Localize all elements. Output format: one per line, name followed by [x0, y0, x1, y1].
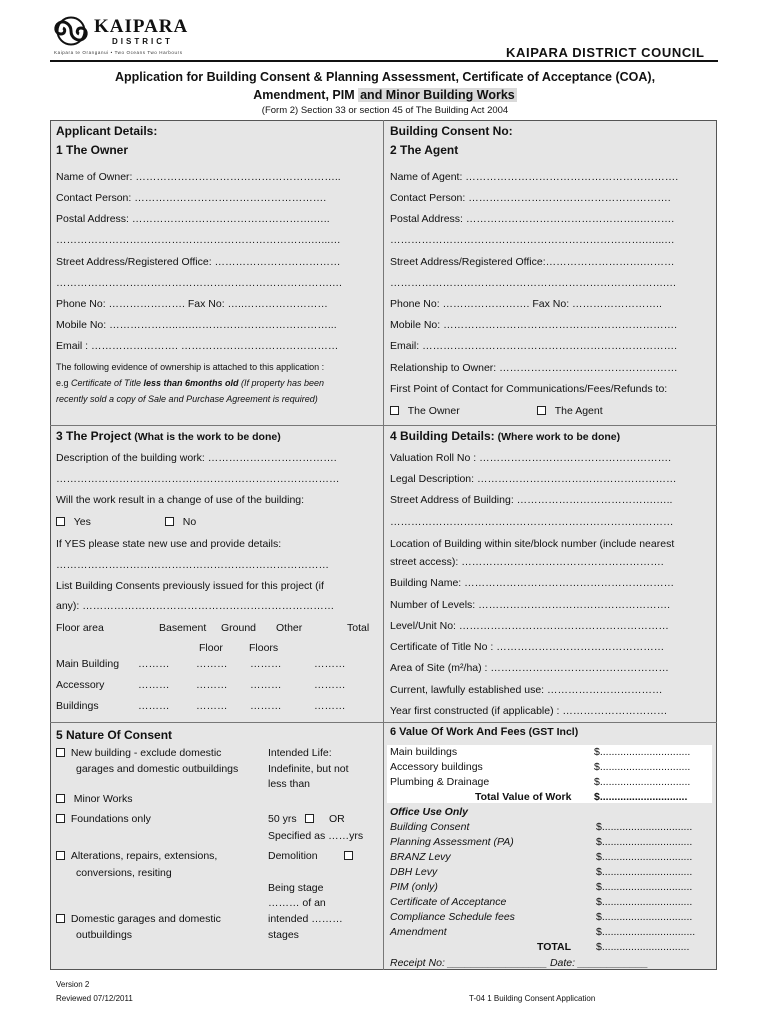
building-details-main: 4 Building Details:: [390, 429, 495, 443]
agent-email-field[interactable]: Email: ……………………………………………………………….: [390, 340, 678, 352]
demolition-label: Demolition: [268, 850, 318, 862]
work-description-line2[interactable]: ………………………………………………………………………: [56, 473, 340, 485]
form-title-line2: [0, 88, 770, 102]
first-contact-label: First Point of Contact for Communications/Fees/Refunds to:: [390, 383, 668, 395]
accessory-total-field[interactable]: ………: [314, 679, 346, 691]
owner-phone-fax-field[interactable]: Phone No: …………………. Fax No: …..……………………: [56, 298, 328, 310]
fifty-years-label: 50 yrs: [268, 813, 297, 825]
basement-header: Basement: [159, 622, 207, 634]
fee-row-amount[interactable]: $...............................: [596, 821, 693, 833]
fee-row-label: PIM (only): [390, 881, 438, 893]
total-value-label: Total Value of Work: [475, 791, 572, 803]
owner-heading: 1 The Owner: [56, 143, 129, 157]
yes-checkbox[interactable]: [56, 517, 65, 526]
column-divider: [383, 120, 384, 970]
owner-postal-line2[interactable]: ……………………………………………………………….…...…: [56, 234, 341, 246]
owner-mobile-field[interactable]: Mobile No: ………………..….…………………………………...: [56, 319, 337, 331]
form-title-highlight: and Minor Building Works: [360, 88, 515, 102]
building-details-heading: [390, 429, 620, 443]
alterations-label: Alterations, repairs, extensions,: [70, 850, 218, 862]
grand-total-field[interactable]: $..............................: [596, 941, 690, 953]
foundations-checkbox[interactable]: [56, 814, 65, 823]
ownership-evidence-note: The following evidence of ownership is attached to this application :: [56, 362, 325, 372]
domestic-garages-label: Domestic garages and domestic: [70, 913, 221, 925]
nature-heading: 5 Nature Of Consent: [56, 728, 173, 742]
fee-row-amount[interactable]: $...............................: [596, 851, 693, 863]
buildings-label: Buildings: [56, 700, 99, 712]
foundations-label: Foundations only: [70, 813, 151, 825]
no-label: No: [182, 516, 197, 528]
evidence-age: less than 6months old: [143, 378, 239, 388]
fee-row-amount[interactable]: $...............................: [596, 836, 693, 848]
indefinite-label: Indefinite, but not: [268, 763, 349, 775]
project-heading: [56, 429, 281, 443]
accessory-label: Accessory: [56, 679, 105, 691]
new-building-option[interactable]: [56, 747, 221, 759]
consent-number-label: Building Consent No:: [390, 124, 513, 138]
buildings-total-field[interactable]: ………: [314, 700, 346, 712]
main-basement-field[interactable]: ………: [138, 658, 170, 670]
council-name: KAIPARA DISTRICT COUNCIL: [506, 45, 705, 60]
minor-works-checkbox[interactable]: [56, 794, 65, 803]
fee-row-amount[interactable]: $...............................: [596, 881, 693, 893]
domestic-garages-checkbox[interactable]: [56, 914, 65, 923]
fee-row-label: Certificate of Acceptance: [390, 896, 507, 908]
form-subtitle: (Form 2) Section 33 or section 45 of The Building Act 2004: [261, 105, 509, 116]
owner-email-field[interactable]: Email : ……………………. ………………………………………: [56, 340, 339, 352]
work-description-field[interactable]: Description of the building work: ……………………………….: [56, 452, 337, 464]
other-floors-header: Floors: [249, 642, 279, 654]
buildings-other-field[interactable]: ………: [250, 700, 282, 712]
value-row-label: Main buildings: [390, 746, 458, 758]
logo-district: DISTRICT: [112, 37, 173, 46]
relationship-field[interactable]: Relationship to Owner: ……………………………………………: [390, 362, 678, 374]
fee-row-label: Compliance Schedule fees: [390, 911, 515, 923]
receipt-date-field[interactable]: Receipt No: _________________ Date: ____________: [390, 957, 649, 969]
agent-postal-line2[interactable]: ……………………………………………………………….…...…: [390, 234, 675, 246]
building-street-field[interactable]: Street Address of Building: ………………………………….…..: [390, 494, 673, 506]
council-logo: [50, 14, 210, 58]
valuation-roll-field[interactable]: Valuation Roll No : ……………………………………………….: [390, 452, 672, 464]
contact-agent-option[interactable]: [537, 405, 603, 417]
agent-name-field[interactable]: Name of Agent: …………………………………………………….: [390, 171, 679, 183]
no-checkbox[interactable]: [165, 517, 174, 526]
owner-postal-field[interactable]: Postal Address: …………………………………………….…..: [56, 213, 330, 225]
agent-checkbox[interactable]: [537, 406, 546, 415]
value-heading-main: 6 Value Of Work And Fees: [390, 726, 526, 738]
previous-consents-label: List Building Consents previously issued for this project (if: [56, 580, 324, 592]
change-yes-option[interactable]: [56, 516, 91, 528]
value-row-amount[interactable]: $...............................: [594, 746, 691, 758]
agent-contact-field[interactable]: Contact Person: ………………………………………………….: [390, 192, 671, 204]
fee-row-amount[interactable]: $...............................: [596, 911, 693, 923]
value-row-amount[interactable]: $...............................: [594, 776, 691, 788]
agent-phone-fax-field[interactable]: Phone No: ……………………. Fax No: ……………………..: [390, 298, 662, 310]
version-label: Version 2: [56, 980, 90, 989]
stages-label: stages: [268, 929, 299, 941]
accessory-other-field[interactable]: ………: [250, 679, 282, 691]
buildings-basement-field[interactable]: ………: [138, 700, 170, 712]
evidence-eg: e.g: [56, 378, 72, 388]
fee-row-amount[interactable]: $................................: [596, 926, 696, 938]
ground-header: Ground: [221, 622, 257, 634]
agent-heading: 2 The Agent: [390, 143, 459, 157]
section-divider: [50, 425, 717, 426]
fifty-years-checkbox[interactable]: [305, 814, 314, 823]
intended-life-label: Intended Life:: [268, 747, 332, 759]
evidence-sold: (If property has been: [238, 378, 325, 388]
fifty-years-option[interactable]: [268, 813, 345, 825]
or-label: OR: [328, 813, 345, 825]
demolition-checkbox[interactable]: [344, 851, 353, 860]
owner-street-field[interactable]: Street Address/Registered Office: ………………………………: [56, 256, 341, 268]
alterations-checkbox[interactable]: [56, 851, 65, 860]
buildings-ground-field[interactable]: ………: [196, 700, 228, 712]
level-unit-field[interactable]: Level/Unit No: ……………………………………………………: [390, 620, 669, 632]
ownership-evidence-example: [56, 378, 324, 388]
owner-street-line2[interactable]: …………………………………………………………………….…: [56, 277, 343, 289]
building-details-sub: (Where work to be done): [494, 431, 621, 443]
alterations-label-line2: conversions, resiting: [76, 867, 172, 879]
agent-option-label: The Agent: [554, 405, 603, 417]
total-header: Total: [347, 622, 370, 634]
site-area-field[interactable]: Area of Site (m²/ha) : ……………………………………………: [390, 662, 669, 674]
new-building-checkbox[interactable]: [56, 748, 65, 757]
contact-owner-option[interactable]: [390, 405, 460, 417]
main-building-label: Main Building: [56, 658, 120, 670]
stage-label: Being stage: [268, 882, 324, 894]
grand-total-label: TOTAL: [537, 941, 572, 953]
current-use-field[interactable]: Current, lawfully established use: ……………………………: [390, 684, 663, 696]
form-title-part1: Amendment, PIM: [253, 88, 359, 102]
agent-postal-field[interactable]: Postal Address: …………………………………………..……….: [390, 213, 675, 225]
value-heading-sub: (GST Incl): [525, 726, 579, 738]
main-ground-field[interactable]: ………: [196, 658, 228, 670]
new-use-label: If YES please state new use and provide details:: [56, 538, 282, 550]
value-row-label: Plumbing & Drainage: [390, 776, 490, 788]
minor-works-label: Minor Works: [73, 793, 133, 805]
value-heading: [390, 726, 578, 738]
fee-row-amount[interactable]: $...............................: [596, 896, 693, 908]
project-heading-sub: (What is the work to be done): [131, 431, 281, 443]
floor-area-label: Floor area: [56, 622, 104, 634]
number-of-levels-field[interactable]: Number of Levels: ……………………………………………….: [390, 599, 671, 611]
logo-wordmark: KAIPARA: [94, 16, 189, 37]
value-row-amount[interactable]: $...............................: [594, 761, 691, 773]
section-divider: [50, 722, 717, 723]
domestic-garages-label-line2: outbuildings: [76, 929, 133, 941]
other-header: Other: [276, 622, 303, 634]
total-value-field[interactable]: $..............................: [594, 791, 688, 803]
alterations-option[interactable]: [56, 850, 217, 862]
reviewed-label: Reviewed 07/12/2011: [56, 994, 133, 1003]
location-field[interactable]: street access): ………………………………………………….: [390, 556, 664, 568]
value-row-label: Accessory buildings: [390, 761, 483, 773]
evidence-cot: Certificate of Title: [71, 378, 144, 388]
applicant-heading: Applicant Details:: [56, 124, 158, 138]
fee-row-label: DBH Levy: [390, 866, 438, 878]
owner-checkbox[interactable]: [390, 406, 399, 415]
ground-floor-header: Floor: [199, 642, 223, 654]
demolition-option[interactable]: [268, 850, 353, 862]
year-constructed-field[interactable]: Year first constructed (if applicable) : …………………………: [390, 705, 668, 717]
domestic-garages-option[interactable]: [56, 913, 221, 925]
new-building-label-line2: garages and domestic outbuildings: [76, 763, 239, 775]
logo-tagline: Kaipara te Oranganui • Two Oceans Two Harbours: [54, 50, 183, 55]
yes-label: Yes: [73, 516, 91, 528]
agent-mobile-field[interactable]: Mobile No: ………………………………………………………….: [390, 319, 678, 331]
fee-row-label: Building Consent: [390, 821, 470, 833]
stage-of-field[interactable]: ……… of an: [268, 897, 326, 909]
new-building-label: New building - exclude domestic: [70, 747, 222, 759]
fee-row-amount[interactable]: $...............................: [596, 866, 693, 878]
project-heading-main: 3 The Project: [56, 429, 132, 443]
fee-row-label: Amendment: [390, 926, 447, 938]
less-than-label: less than: [268, 778, 311, 790]
location-label: Location of Building within site/block number (include nearest: [390, 538, 675, 550]
ownership-evidence-sale: recently sold a copy of Sale and Purchase Agreement is required): [56, 394, 318, 404]
intended-stages-field[interactable]: intended ………: [268, 913, 343, 925]
main-total-field[interactable]: ………: [314, 658, 346, 670]
new-use-field[interactable]: ……………………………………………………………………: [56, 559, 329, 571]
previous-consents-field[interactable]: any): ………………………………………………………………: [56, 600, 335, 612]
owner-name-field[interactable]: Name of Owner: …………………………………………………..: [56, 171, 341, 183]
agent-street-field[interactable]: Street Address/Registered Office:……………………….………: [390, 256, 675, 268]
accessory-basement-field[interactable]: ………: [138, 679, 170, 691]
certificate-of-title-field[interactable]: Certificate of Title No : …………………………………………: [390, 641, 665, 653]
fee-row-label: BRANZ Levy: [390, 851, 451, 863]
change-of-use-label: Will the work result in a change of use of the building:: [56, 494, 305, 506]
legal-description-field[interactable]: Legal Description: …………………………………………………: [390, 473, 677, 485]
header-rule: [50, 60, 718, 62]
change-no-option[interactable]: [165, 516, 196, 528]
form-title-line1: Application for Building Consent & Planning Assessment, Certificate of Acceptance (COA),: [114, 70, 656, 84]
foundations-option[interactable]: [56, 813, 151, 825]
office-use-heading: Office Use Only: [390, 806, 469, 818]
owner-contact-field[interactable]: Contact Person: ……………………………………………….: [56, 192, 327, 204]
specified-years-field[interactable]: Specified as ……yrs: [268, 830, 364, 842]
main-other-field[interactable]: ………: [250, 658, 282, 670]
building-name-field[interactable]: Building Name: ……………………………………………………: [390, 577, 675, 589]
fee-row-label: Planning Assessment (PA): [390, 836, 514, 848]
form-code: T-04 1 Building Consent Application: [469, 994, 596, 1003]
agent-street-line2[interactable]: …………………………………………………………………….…: [390, 277, 677, 289]
accessory-ground-field[interactable]: ………: [196, 679, 228, 691]
minor-works-option[interactable]: [56, 793, 133, 805]
koru-logo-icon: [50, 16, 92, 46]
owner-option-label: The Owner: [407, 405, 460, 417]
building-street-line2[interactable]: ………………………………………………………………………: [390, 516, 674, 528]
